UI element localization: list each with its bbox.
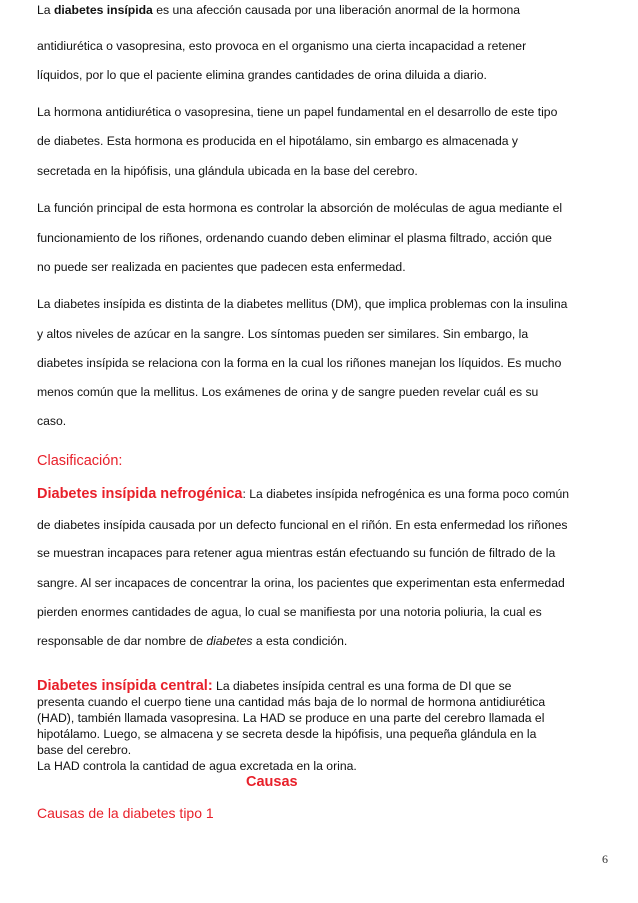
paragraph-1-line-1 [37, 3, 520, 17]
paragraph-1-line-2: antidiurética o vasopresina, esto provoca en el organismo una cierta incapacidad a retener [37, 39, 527, 53]
central-line-5: base del cerebro. [37, 743, 132, 757]
paragraph-4-line-5: caso. [37, 414, 67, 428]
paragraph-3-line-3: no puede ser realizada en pacientes que padecen esta enfermedad. [37, 260, 406, 274]
nefro-line-5: pierden enormes cantidades de agua, lo cual se manifiesta por una notoria poliuria, la cual es [37, 605, 542, 619]
paragraph-1-line-3: líquidos, por lo que el paciente elimina grandes cantidades de orina diluida a diario. [37, 68, 487, 82]
paragraph-2-line-2: de diabetes. Esta hormona es producida en el hipotálamo, sin embargo es almacenada y [37, 134, 519, 148]
central-line-2: presenta cuando el cuerpo tiene una cantidad más baja de lo normal de hormona antidiurética [37, 695, 546, 709]
central-line-6: La HAD controla la cantidad de agua excretada en la orina. [37, 759, 357, 773]
italic-term: diabetes [206, 634, 253, 648]
paragraph-4-line-1: La diabetes insípida es distinta de la diabetes mellitus (DM), que implica problemas con la insulina [37, 297, 568, 311]
nefro-line-4: sangre. Al ser incapaces de concentrar la orina, los pacientes que experimentan esta enfermedad [37, 576, 565, 590]
nefro-title: Diabetes insípida nefrogénica [37, 486, 243, 502]
paragraph-4-line-2: y altos niveles de azúcar en la sangre. Los síntomas pueden ser similares. Sin embargo, la [37, 327, 529, 341]
central-title: Diabetes insípida central: [37, 678, 213, 694]
nefro-line-3: se muestran incapaces para retener agua mientras están efectuando su función de filtrado de la [37, 546, 556, 560]
text-run: La [37, 3, 54, 17]
text-run: responsable de dar nombre de [37, 634, 207, 648]
text-run: a esta condición. [252, 634, 348, 648]
text-run: es una afección causada por una liberación anormal de la hormona [152, 3, 521, 17]
central-line-3: (HAD), también llamada vasopresina. La HAD se produce en una parte del cerebro llamada el [37, 711, 545, 725]
clasificacion-heading: Clasificación: [37, 453, 123, 469]
paragraph-4-line-4: menos común que la mellitus. Los exámenes de orina y de sangre pueden revelar cuál es su [37, 385, 539, 399]
nefro-line-2: de diabetes insípida causada por un defecto funcional en el riñón. En esta enfermedad los riñones [37, 518, 568, 532]
causas-heading: Causas [246, 774, 298, 790]
paragraph-3-line-2: funcionamiento de los riñones, ordenando cuando deben eliminar el plasma filtrado, acción que [37, 231, 552, 245]
text-run: La diabetes insípida nefrogénica es una forma poco común [249, 487, 570, 501]
central-line-1 [37, 679, 511, 693]
nefro-line-6 [37, 634, 347, 648]
causas-subheading: Causas de la diabetes tipo 1 [37, 805, 214, 821]
paragraph-2-line-1: La hormona antidiurética o vasopresina, tiene un papel fundamental en el desarrollo de este tipo [37, 105, 558, 119]
text-run: La diabetes insípida central es una forma de DI que se [212, 679, 512, 693]
bold-term: diabetes insípida [53, 3, 153, 17]
central-line-4: hipotálamo. Luego, se almacena y se secreta desde la hipófisis, una pequeña glándula en la [37, 727, 537, 741]
paragraph-4-line-3: diabetes insípida se relaciona con la forma en la cual los riñones manejan los líquidos. Es mucho [37, 356, 562, 370]
paragraph-3-line-1: La función principal de esta hormona es controlar la absorción de moléculas de agua mediante el [37, 201, 563, 215]
separator: : [242, 487, 250, 501]
nefro-line-1 [37, 487, 569, 501]
paragraph-2-line-3: secretada en la hipófisis, una glándula ubicada en la base del cerebro. [37, 164, 418, 178]
page-number: 6 [602, 852, 608, 866]
